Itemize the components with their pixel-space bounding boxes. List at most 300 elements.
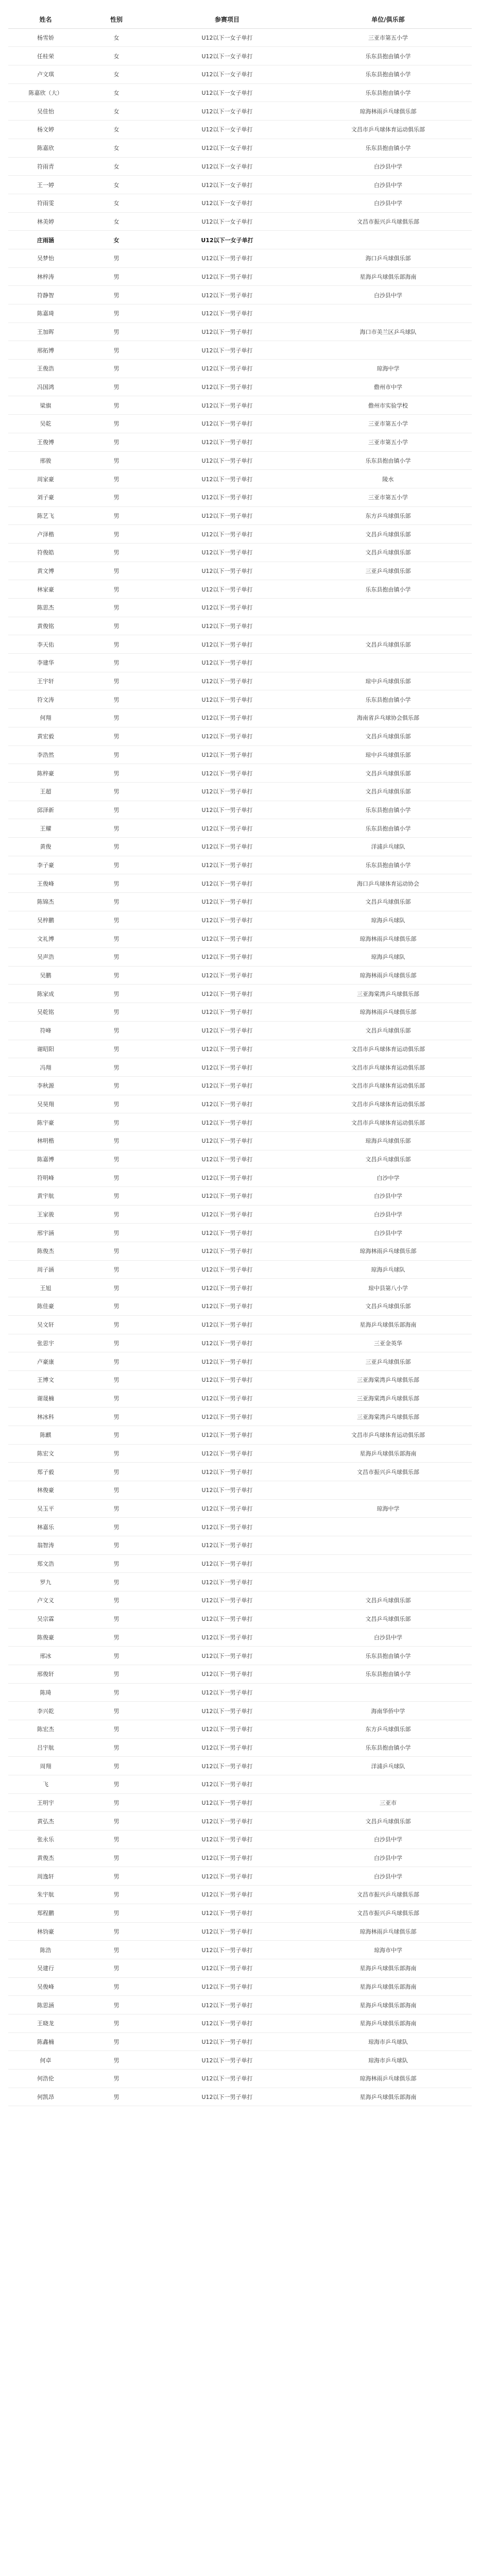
cell-name: 林俊豪 bbox=[8, 1481, 83, 1500]
cell-gender: 男 bbox=[83, 1812, 150, 1831]
table-row bbox=[8, 893, 472, 911]
cell-event: U12以下一男子单打 bbox=[150, 1647, 304, 1665]
cell-name: 吴俊峰 bbox=[8, 1977, 83, 1996]
table-row bbox=[8, 654, 472, 672]
cell-unit: 乐东县抱由镇小学 bbox=[304, 856, 472, 874]
cell-name: 吕宇航 bbox=[8, 1738, 83, 1757]
cell-gender: 男 bbox=[83, 727, 150, 745]
cell-name: 陈嘉博 bbox=[8, 1150, 83, 1168]
cell-event: U12以下一男子单打 bbox=[150, 1076, 304, 1095]
cell-gender: 男 bbox=[83, 378, 150, 396]
table-row bbox=[8, 304, 472, 323]
cell-unit: 星海乒乓球俱乐部海南 bbox=[304, 2088, 472, 2106]
cell-name: 黄俊铭 bbox=[8, 617, 83, 635]
cell-name: 陈麒 bbox=[8, 1426, 83, 1444]
cell-event: U12以下一男子单打 bbox=[150, 1793, 304, 1812]
cell-event: U12以下一男子单打 bbox=[150, 433, 304, 451]
cell-event: U12以下一男子单打 bbox=[150, 378, 304, 396]
table-row bbox=[8, 1205, 472, 1224]
table-row bbox=[8, 1463, 472, 1481]
cell-gender: 男 bbox=[83, 470, 150, 488]
cell-event: U12以下一男子单打 bbox=[150, 1297, 304, 1316]
header-event: 参赛项目 bbox=[150, 10, 304, 28]
cell-event: U12以下一男子单打 bbox=[150, 672, 304, 690]
table-row bbox=[8, 580, 472, 599]
table-row bbox=[8, 1334, 472, 1352]
table-row bbox=[8, 28, 472, 47]
cell-event: U12以下一女子单打 bbox=[150, 47, 304, 65]
cell-event: U12以下一男子单打 bbox=[150, 1609, 304, 1628]
cell-gender: 男 bbox=[83, 690, 150, 709]
table-row bbox=[8, 360, 472, 378]
cell-unit: 白沙县中学 bbox=[304, 1849, 472, 1867]
cell-gender: 男 bbox=[83, 1922, 150, 1941]
cell-event: U12以下一男子单打 bbox=[150, 396, 304, 415]
cell-gender: 男 bbox=[83, 506, 150, 525]
cell-name: 符文涛 bbox=[8, 690, 83, 709]
cell-unit: 乐东县抱由镇小学 bbox=[304, 580, 472, 599]
table-row bbox=[8, 323, 472, 341]
cell-name: 陈锦杰 bbox=[8, 893, 83, 911]
cell-unit: 洋浦乒乓球队 bbox=[304, 1757, 472, 1775]
cell-event: U12以下一男子单打 bbox=[150, 1628, 304, 1647]
table-row bbox=[8, 1536, 472, 1555]
cell-event: U12以下一男子单打 bbox=[150, 599, 304, 617]
cell-gender: 男 bbox=[83, 1187, 150, 1206]
cell-name: 林梓涛 bbox=[8, 267, 83, 286]
cell-name: 李天佑 bbox=[8, 635, 83, 654]
table-row bbox=[8, 1021, 472, 1040]
cell-gender: 男 bbox=[83, 1021, 150, 1040]
cell-event: U12以下一男子单打 bbox=[150, 1499, 304, 1518]
cell-event: U12以下一男子单打 bbox=[150, 304, 304, 323]
cell-name: 卢豪康 bbox=[8, 1352, 83, 1371]
cell-gender: 男 bbox=[83, 1150, 150, 1168]
table-row bbox=[8, 1058, 472, 1077]
cell-event: U12以下一男子单打 bbox=[150, 488, 304, 506]
cell-unit: 琼海市乒乓球队 bbox=[304, 2051, 472, 2070]
cell-event: U12以下一男子单打 bbox=[150, 1187, 304, 1206]
cell-event: U12以下一男子单打 bbox=[150, 1389, 304, 1408]
cell-unit: 三亚市 bbox=[304, 1793, 472, 1812]
table-row bbox=[8, 966, 472, 985]
cell-gender: 女 bbox=[83, 121, 150, 139]
cell-name: 任桂荣 bbox=[8, 47, 83, 65]
header-row bbox=[8, 10, 472, 28]
cell-name: 郑子毅 bbox=[8, 1463, 83, 1481]
cell-unit: 琼海市中学 bbox=[304, 1941, 472, 1959]
cell-event: U12以下一男子单打 bbox=[150, 985, 304, 1003]
cell-gender: 男 bbox=[83, 1113, 150, 1132]
cell-unit: 琼海林雨乒乓球俱乐部 bbox=[304, 966, 472, 985]
cell-event: U12以下一男子单打 bbox=[150, 1224, 304, 1242]
cell-event: U12以下一男子单打 bbox=[150, 1279, 304, 1297]
cell-unit: 文昌市振兴乒乓球俱乐部 bbox=[304, 1886, 472, 1904]
cell-event: U12以下一女子单打 bbox=[150, 83, 304, 102]
cell-name: 庄雨涵 bbox=[8, 231, 83, 249]
cell-unit: 洋浦乒乓球队 bbox=[304, 837, 472, 856]
cell-name: 符峰 bbox=[8, 1021, 83, 1040]
cell-name: 陈宏杰 bbox=[8, 1720, 83, 1738]
cell-event: U12以下一男子单打 bbox=[150, 1334, 304, 1352]
cell-event: U12以下一男子单打 bbox=[150, 1738, 304, 1757]
cell-name: 陈浩 bbox=[8, 1941, 83, 1959]
header-gender: 性别 bbox=[83, 10, 150, 28]
cell-event: U12以下一男子单打 bbox=[150, 1131, 304, 1150]
cell-name: 陈嘉欣 bbox=[8, 139, 83, 157]
cell-unit: 白沙县中学 bbox=[304, 1187, 472, 1206]
cell-event: U12以下一男子单打 bbox=[150, 1941, 304, 1959]
cell-unit: 白沙县中学 bbox=[304, 1867, 472, 1886]
cell-name: 王晓龙 bbox=[8, 2014, 83, 2032]
cell-unit: 白沙中学 bbox=[304, 1168, 472, 1187]
cell-gender: 男 bbox=[83, 1426, 150, 1444]
cell-name: 何卓 bbox=[8, 2051, 83, 2070]
table-row bbox=[8, 1113, 472, 1132]
cell-gender: 男 bbox=[83, 1279, 150, 1297]
table-row bbox=[8, 1370, 472, 1389]
cell-gender: 男 bbox=[83, 1702, 150, 1720]
cell-name: 周家豪 bbox=[8, 470, 83, 488]
cell-event: U12以下一男子单打 bbox=[150, 562, 304, 580]
cell-unit: 白沙县中学 bbox=[304, 286, 472, 304]
cell-event: U12以下一男子单打 bbox=[150, 1370, 304, 1389]
cell-gender: 男 bbox=[83, 1058, 150, 1077]
cell-event: U12以下一男子单打 bbox=[150, 1904, 304, 1922]
cell-gender: 男 bbox=[83, 1665, 150, 1683]
cell-unit: 海南省乒乓球协会俱乐部 bbox=[304, 709, 472, 727]
table-row bbox=[8, 1738, 472, 1757]
cell-event: U12以下一男子单打 bbox=[150, 1260, 304, 1279]
cell-name: 冯国鸿 bbox=[8, 378, 83, 396]
cell-name: 吴梦怡 bbox=[8, 249, 83, 267]
table-row bbox=[8, 176, 472, 194]
cell-unit: 文昌市乒乓球体育运动俱乐部 bbox=[304, 1040, 472, 1058]
cell-event: U12以下一男子单打 bbox=[150, 2032, 304, 2051]
cell-unit: 三亚乒乓球俱乐部 bbox=[304, 562, 472, 580]
cell-name: 李建华 bbox=[8, 654, 83, 672]
cell-event: U12以下一男子单打 bbox=[150, 1040, 304, 1058]
cell-name: 郑程鹏 bbox=[8, 1904, 83, 1922]
cell-unit bbox=[304, 1518, 472, 1536]
header-name: 姓名 bbox=[8, 10, 83, 28]
cell-gender: 男 bbox=[83, 1977, 150, 1996]
cell-gender: 男 bbox=[83, 837, 150, 856]
table-row bbox=[8, 727, 472, 745]
cell-gender: 女 bbox=[83, 102, 150, 121]
cell-unit bbox=[304, 1775, 472, 1794]
cell-event: U12以下一男子单打 bbox=[150, 727, 304, 745]
cell-unit: 海口市美兰区乒乓球队 bbox=[304, 323, 472, 341]
cell-gender: 男 bbox=[83, 1849, 150, 1867]
cell-name: 罗九 bbox=[8, 1573, 83, 1591]
cell-name: 邢拓博 bbox=[8, 341, 83, 360]
cell-unit: 文昌乒乓球俱乐部 bbox=[304, 1297, 472, 1316]
cell-unit: 琼海市乒乓球队 bbox=[304, 2032, 472, 2051]
cell-gender: 男 bbox=[83, 1352, 150, 1371]
cell-event: U12以下一女子单打 bbox=[150, 102, 304, 121]
cell-name: 林明楷 bbox=[8, 1131, 83, 1150]
cell-event: U12以下一男子单打 bbox=[150, 654, 304, 672]
cell-gender: 男 bbox=[83, 635, 150, 654]
cell-unit bbox=[304, 1683, 472, 1702]
cell-unit: 文昌乒乓球俱乐部 bbox=[304, 782, 472, 801]
cell-unit bbox=[304, 1481, 472, 1500]
cell-unit: 文昌乒乓球俱乐部 bbox=[304, 635, 472, 654]
cell-name: 王明宇 bbox=[8, 1793, 83, 1812]
cell-event: U12以下一男子单打 bbox=[150, 267, 304, 286]
cell-gender: 男 bbox=[83, 304, 150, 323]
cell-event: U12以下一女子单打 bbox=[150, 139, 304, 157]
cell-unit: 文昌市乒乓球体育运动俱乐部 bbox=[304, 1426, 472, 1444]
cell-gender: 男 bbox=[83, 1628, 150, 1647]
cell-unit: 琼海林雨乒乓球俱乐部 bbox=[304, 929, 472, 948]
cell-gender: 男 bbox=[83, 1205, 150, 1224]
table-row bbox=[8, 709, 472, 727]
cell-unit: 文昌市乒乓球体育运动俱乐部 bbox=[304, 121, 472, 139]
cell-unit: 琼海中学 bbox=[304, 360, 472, 378]
cell-name: 杨文婷 bbox=[8, 121, 83, 139]
cell-event: U12以下一男子单打 bbox=[150, 249, 304, 267]
cell-gender: 男 bbox=[83, 2032, 150, 2051]
cell-name: 吴声浩 bbox=[8, 948, 83, 967]
cell-name: 杨雪娇 bbox=[8, 28, 83, 47]
cell-unit: 文昌乒乓球俱乐部 bbox=[304, 893, 472, 911]
cell-name: 吴宗霖 bbox=[8, 1609, 83, 1628]
cell-gender: 男 bbox=[83, 1941, 150, 1959]
cell-name: 陈宏文 bbox=[8, 1444, 83, 1463]
cell-gender: 男 bbox=[83, 360, 150, 378]
cell-event: U12以下一男子单打 bbox=[150, 856, 304, 874]
table-row bbox=[8, 506, 472, 525]
cell-event: U12以下一男子单打 bbox=[150, 1150, 304, 1168]
cell-name: 王俊浩 bbox=[8, 360, 83, 378]
cell-unit: 星海乒乓球俱乐部海南 bbox=[304, 267, 472, 286]
table-row bbox=[8, 1812, 472, 1831]
cell-event: U12以下一男子单打 bbox=[150, 1095, 304, 1113]
cell-event: U12以下一男子单打 bbox=[150, 1886, 304, 1904]
table-row bbox=[8, 1518, 472, 1536]
cell-name: 卢文义 bbox=[8, 1591, 83, 1610]
cell-name: 王俊博 bbox=[8, 433, 83, 451]
cell-event: U12以下一男子单打 bbox=[150, 1168, 304, 1187]
cell-name: 冯翔 bbox=[8, 1058, 83, 1077]
cell-name: 刘子豪 bbox=[8, 488, 83, 506]
cell-name: 陈思涵 bbox=[8, 1996, 83, 2014]
table-row bbox=[8, 378, 472, 396]
cell-event: U12以下一男子单打 bbox=[150, 819, 304, 838]
cell-event: U12以下一男子单打 bbox=[150, 1720, 304, 1738]
cell-gender: 男 bbox=[83, 764, 150, 783]
table-row bbox=[8, 1481, 472, 1500]
cell-unit: 白沙县中学 bbox=[304, 1628, 472, 1647]
table-row bbox=[8, 856, 472, 874]
cell-name: 黄弘杰 bbox=[8, 1812, 83, 1831]
cell-event: U12以下一男子单打 bbox=[150, 1812, 304, 1831]
cell-name: 陈琦 bbox=[8, 1683, 83, 1702]
cell-name: 邢俊轩 bbox=[8, 1665, 83, 1683]
cell-unit: 琼中县第八小学 bbox=[304, 1279, 472, 1297]
cell-unit bbox=[304, 304, 472, 323]
table-row bbox=[8, 764, 472, 783]
table-row bbox=[8, 1849, 472, 1867]
cell-event: U12以下一男子单打 bbox=[150, 1463, 304, 1481]
cell-gender: 男 bbox=[83, 1463, 150, 1481]
cell-name: 陈俊豪 bbox=[8, 1628, 83, 1647]
cell-unit: 白沙县中学 bbox=[304, 1224, 472, 1242]
table-row bbox=[8, 837, 472, 856]
cell-gender: 男 bbox=[83, 1131, 150, 1150]
cell-unit bbox=[304, 617, 472, 635]
table-row bbox=[8, 1076, 472, 1095]
cell-unit: 琼海林雨乒乓球俱乐部 bbox=[304, 1922, 472, 1941]
cell-unit: 文昌乒乓球俱乐部 bbox=[304, 1021, 472, 1040]
cell-name: 吴鹏 bbox=[8, 966, 83, 985]
table-row bbox=[8, 83, 472, 102]
cell-event: U12以下一男子单打 bbox=[150, 617, 304, 635]
cell-name: 林钧豪 bbox=[8, 1922, 83, 1941]
cell-name: 吴玉平 bbox=[8, 1499, 83, 1518]
table-row bbox=[8, 948, 472, 967]
table-row bbox=[8, 1389, 472, 1408]
cell-event: U12以下一男子单打 bbox=[150, 1554, 304, 1573]
table-row bbox=[8, 525, 472, 544]
cell-event: U12以下一男子单打 bbox=[150, 1757, 304, 1775]
cell-gender: 男 bbox=[83, 1793, 150, 1812]
table-row bbox=[8, 1793, 472, 1812]
cell-gender: 女 bbox=[83, 83, 150, 102]
cell-unit bbox=[304, 1536, 472, 1555]
cell-unit: 海口乒乓球体育运动协会 bbox=[304, 874, 472, 893]
cell-unit: 文昌乒乓球俱乐部 bbox=[304, 525, 472, 544]
cell-name: 吴乾 bbox=[8, 415, 83, 433]
cell-name: 陈嘉欣（大） bbox=[8, 83, 83, 102]
cell-unit: 乐东县抱由镇小学 bbox=[304, 451, 472, 470]
cell-gender: 男 bbox=[83, 341, 150, 360]
cell-unit: 三亚金英华 bbox=[304, 1334, 472, 1352]
cell-gender: 男 bbox=[83, 1996, 150, 2014]
table-row bbox=[8, 690, 472, 709]
cell-unit: 星海乒乓球俱乐部海南 bbox=[304, 1977, 472, 1996]
cell-unit: 三亚海棠湾乒乓球俱乐部 bbox=[304, 1408, 472, 1426]
cell-name: 王加晖 bbox=[8, 323, 83, 341]
cell-event: U12以下一男子单打 bbox=[150, 782, 304, 801]
cell-name: 吴昊翔 bbox=[8, 1095, 83, 1113]
cell-gender: 男 bbox=[83, 433, 150, 451]
table-row bbox=[8, 451, 472, 470]
cell-name: 邢骏 bbox=[8, 451, 83, 470]
cell-event: U12以下一男子单打 bbox=[150, 1922, 304, 1941]
table-row bbox=[8, 1444, 472, 1463]
cell-event: U12以下一男子单打 bbox=[150, 2070, 304, 2088]
cell-gender: 男 bbox=[83, 1003, 150, 1022]
cell-unit: 文昌市振兴乒乓球俱乐部 bbox=[304, 212, 472, 231]
table-row bbox=[8, 1665, 472, 1683]
table-row bbox=[8, 1977, 472, 1996]
cell-unit: 三亚乒乓球俱乐部 bbox=[304, 1352, 472, 1371]
cell-gender: 男 bbox=[83, 782, 150, 801]
cell-event: U12以下一男子单打 bbox=[150, 1426, 304, 1444]
cell-event: U12以下一男子单打 bbox=[150, 415, 304, 433]
cell-gender: 男 bbox=[83, 985, 150, 1003]
table-row bbox=[8, 1242, 472, 1261]
cell-name: 张思宇 bbox=[8, 1334, 83, 1352]
cell-gender: 男 bbox=[83, 1315, 150, 1334]
cell-unit: 文昌乒乓球俱乐部 bbox=[304, 543, 472, 562]
cell-name: 陈鑫楠 bbox=[8, 2032, 83, 2051]
cell-name: 林家豪 bbox=[8, 580, 83, 599]
table-row bbox=[8, 1554, 472, 1573]
cell-name: 王家骏 bbox=[8, 1205, 83, 1224]
cell-gender: 男 bbox=[83, 1499, 150, 1518]
cell-name: 王超 bbox=[8, 782, 83, 801]
cell-name: 陈艺飞 bbox=[8, 506, 83, 525]
cell-gender: 男 bbox=[83, 1040, 150, 1058]
cell-gender: 女 bbox=[83, 28, 150, 47]
cell-gender: 男 bbox=[83, 543, 150, 562]
cell-gender: 男 bbox=[83, 1647, 150, 1665]
table-row bbox=[8, 433, 472, 451]
cell-event: U12以下一男子单打 bbox=[150, 911, 304, 929]
cell-name: 朱宇航 bbox=[8, 1886, 83, 1904]
cell-unit: 文昌乒乓球俱乐部 bbox=[304, 764, 472, 783]
cell-gender: 女 bbox=[83, 47, 150, 65]
cell-name: 黄文博 bbox=[8, 562, 83, 580]
table-row bbox=[8, 929, 472, 948]
cell-gender: 男 bbox=[83, 1831, 150, 1849]
cell-event: U12以下一男子单打 bbox=[150, 837, 304, 856]
cell-name: 陈嘉琦 bbox=[8, 304, 83, 323]
cell-gender: 女 bbox=[83, 65, 150, 84]
cell-unit bbox=[304, 654, 472, 672]
cell-gender: 男 bbox=[83, 1775, 150, 1794]
cell-name: 王俊峰 bbox=[8, 874, 83, 893]
cell-event: U12以下一男子单打 bbox=[150, 360, 304, 378]
cell-event: U12以下一男子单打 bbox=[150, 1021, 304, 1040]
cell-event: U12以下一男子单打 bbox=[150, 1977, 304, 1996]
table-row bbox=[8, 212, 472, 231]
cell-gender: 男 bbox=[83, 2014, 150, 2032]
cell-gender: 男 bbox=[83, 562, 150, 580]
cell-event: U12以下一男子单打 bbox=[150, 929, 304, 948]
cell-name: 陈佳豪 bbox=[8, 1297, 83, 1316]
cell-gender: 女 bbox=[83, 194, 150, 212]
cell-name: 陈思杰 bbox=[8, 599, 83, 617]
cell-event: U12以下一男子单打 bbox=[150, 341, 304, 360]
cell-event: U12以下一男子单打 bbox=[150, 764, 304, 783]
cell-unit bbox=[304, 1554, 472, 1573]
table-row bbox=[8, 102, 472, 121]
table-row bbox=[8, 1996, 472, 2014]
table-row bbox=[8, 911, 472, 929]
cell-gender: 男 bbox=[83, 525, 150, 544]
cell-event: U12以下一男子单打 bbox=[150, 543, 304, 562]
table-row bbox=[8, 1941, 472, 1959]
cell-gender: 男 bbox=[83, 1076, 150, 1095]
cell-event: U12以下一男子单打 bbox=[150, 1113, 304, 1132]
cell-gender: 男 bbox=[83, 1720, 150, 1738]
cell-unit: 三亚市第五小学 bbox=[304, 488, 472, 506]
roster-body bbox=[8, 28, 472, 2106]
cell-name: 李兴乾 bbox=[8, 1702, 83, 1720]
cell-gender: 男 bbox=[83, 599, 150, 617]
cell-name: 邱泽新 bbox=[8, 801, 83, 819]
cell-gender: 男 bbox=[83, 801, 150, 819]
table-row bbox=[8, 121, 472, 139]
cell-gender: 男 bbox=[83, 874, 150, 893]
cell-unit: 文昌乒乓球俱乐部 bbox=[304, 1812, 472, 1831]
cell-gender: 男 bbox=[83, 929, 150, 948]
